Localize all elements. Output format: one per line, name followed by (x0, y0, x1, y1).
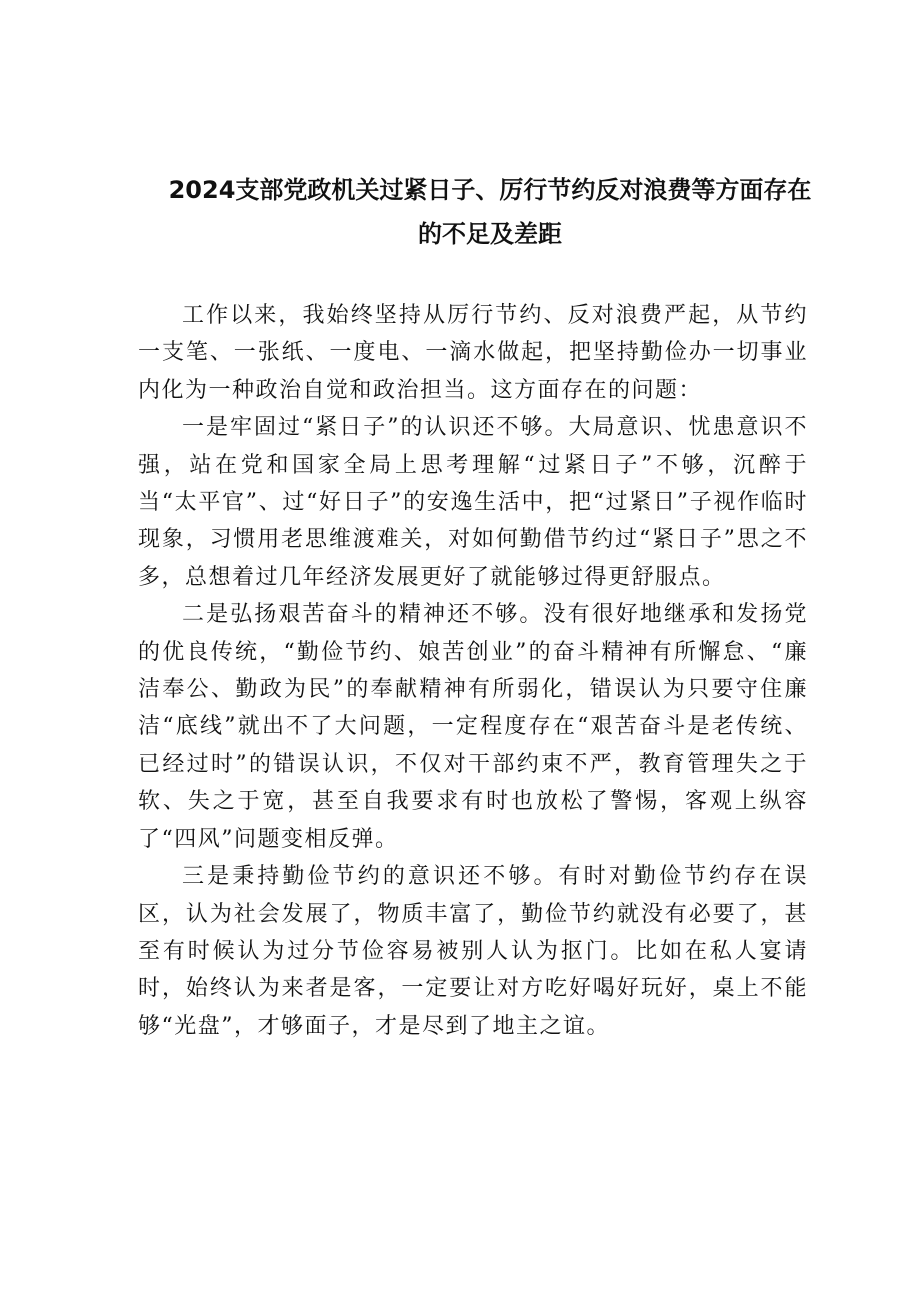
title-line-1: 2024支部党政机关过紧日子、厉行节约反对浪费等方面存在 (168, 176, 812, 204)
title-line-2: 的不足及差距 (418, 220, 562, 248)
paragraph-point-3: 三是秉持勤俭节约的意识还不够。有时对勤俭节约存在误区，认为社会发展了，物质丰富了，勤俭节约就没有必要了，甚至有时候认为过分节俭容易被别人认为抠门。比如在私人宴请时，始终认为来者是客，一定要让对方吃好喝好玩好，桌上不能够“光盘”，才够面子，才是尽到了地主之谊。 (138, 864, 808, 1039)
paragraph-point-1: 一是牢固过“紧日子”的认识还不够。大局意识、忧患意识不强，站在党和国家全局上思考理解“过紧日子”不够，沉醉于当“太平官”、过“好日子”的安逸生活中，把“过紧日”子视作临时现象，习惯用老思维渡难关，对如何勤借节约过“紧日子”思之不多，总想着过几年经济发展更好了就能够过得更舒服点。 (138, 415, 808, 590)
document-title (150, 168, 830, 256)
paragraph-point-2: 二是弘扬艰苦奋斗的精神还不够。没有很好地继承和发扬党的优良传统，“勤俭节约、娘苦创业”的奋斗精神有所懈怠、“廉洁奉公、勤政为民”的奉献精神有所弱化，错误认为只要守住廉洁“底线”就出不了大问题，一定程度存在“艰苦奋斗是老传统、已经过时”的错误认识，不仅对干部约束不严，教育管理失之于软、失之于宽，甚至自我要求有时也放松了警惕，客观上纵容了“四风”问题变相反弹。 (138, 602, 808, 852)
paragraph-intro: 工作以来，我始终坚持从厉行节约、反对浪费严起，从节约一支笔、一张纸、一度电、一滴水做起，把坚持勤俭办一切事业内化为一种政治自觉和政治担当。这方面存在的问题： (138, 303, 808, 403)
document-body (138, 297, 808, 1045)
